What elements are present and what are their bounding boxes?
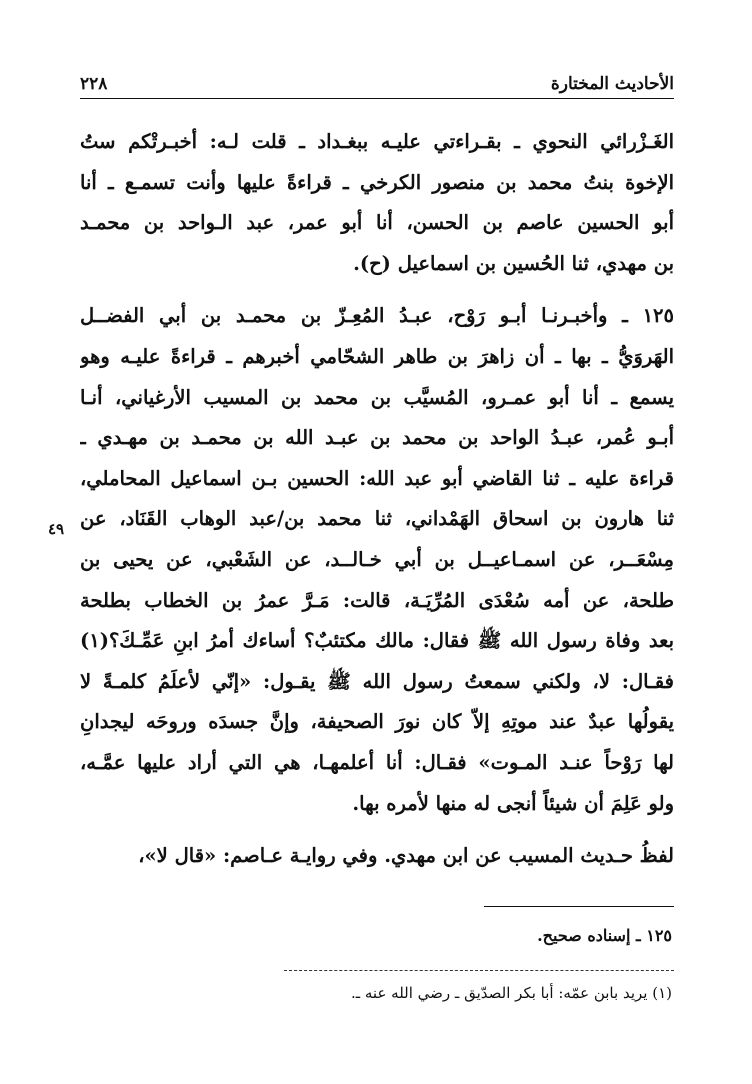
text-line: يسمع ـ أنا أبو عمـرو، المُسيَّب بن محمد بن المسيب الأرغياني، أنـا — [80, 385, 674, 409]
header-rule — [80, 98, 674, 99]
page-number: ٢٢٨ — [80, 74, 108, 94]
paragraph-wording-note — [80, 836, 674, 877]
text-line: ١٢٥ ـ وأخبـرنـا أبـو رَوْح، عبـدُ المُعِـزّ بن محمـد بن أبي الفضــل — [80, 304, 674, 328]
text-line: بن مهدي، ثنا الحُسين بن اسماعيل (ح). — [353, 251, 674, 275]
text-line: لفظُ حـديث المسيب عن ابن مهدي. وفي روايـة عـاصم: «قال لا»، — [138, 844, 674, 868]
text-line: مِسْعَــر، عن اسمـاعيــل بن أبي خـالــد، عن الشَعْبي، عن يحيى بن — [80, 547, 674, 571]
footnote-rule — [484, 906, 674, 907]
text-line: الإخوة بنتُ محمد بن منصور الكرخي ـ قراءةً عليها وأنت تسمـع ـ أنا — [80, 170, 674, 194]
running-header — [80, 66, 674, 94]
text-line: الهَروَيُّ ـ بها ـ أن زاهرَ بن طاهر الشحّامي أخبرهم ـ قراءةً عليـه وهو — [80, 344, 674, 368]
text-line: لها رَوْحاً عنـد المـوت» فقـال: أنا أعلمهـا، هي التي أراد عليها عمَّـه، — [80, 750, 674, 774]
text-line: ولو عَلِمَ أن شيئاً أنجى له منها لأمره بها. — [352, 791, 674, 815]
paragraph-isnad-1 — [80, 122, 674, 284]
running-title: الأحاديث المختارة — [550, 74, 674, 94]
paragraph-hadith-125 — [80, 296, 674, 824]
footnote-dashed-rule — [284, 970, 674, 971]
text-line: قراءة عليه ـ ثنا القاضي أبو عبد الله: الحسين بـن اسماعيل المحاملي، — [80, 466, 674, 490]
text-line: طلحة، عن أمه سُعْدَى المُرِّيَـة، قالت: مَـرَّ عمرُ بن الخطاب بطلحة — [80, 588, 674, 612]
text-line: فقـال: لا، ولكني سمعتُ رسول الله ﷺ يقـول: «إنّي لأعلَمُ كلمـةً لا — [80, 669, 674, 693]
footnote-takhrij: ١٢٥ ـ إسناده صحيح. — [537, 926, 672, 945]
text-line: الغَـزْرائي النحوي ـ بقـراءتي عليـه ببغـداد ـ قلت لـه: أخبـرتْكم ستُ — [80, 130, 674, 153]
text-line: أبو الحسين عاصم بن الحسن، أنا أبو عمر، عبد الـواحد بن محمـد — [80, 211, 674, 235]
text-line: ثنا هارون بن اسحاق الهَمْداني، ثنا محمد بن/عبد الوهاب القَنَاد، عن — [80, 507, 674, 531]
footnote-1: (١) يريد بابن عمّه: أبا بكر الصدّيق ـ رضي الله عنه ـ. — [350, 984, 672, 1002]
margin-folio-number: ٤٩ — [47, 520, 65, 538]
text-line: بعد وفاة رسول الله ﷺ فقال: مالك مكتئبٌ؟ أساءك أمرُ ابنِ عَمِّـكَ؟(١) — [80, 629, 674, 653]
text-line: يقولُها عبدٌ عند موتِهِ إلاّ كان نورَ الصحيفة، وإنَّ جسدَه وروحَه ليجدانِ — [80, 710, 674, 734]
main-text — [80, 122, 674, 877]
text-line: أبـو عُمر، عبـدُ الواحد بن محمد بن عبـد الله بن محمـد بن مهـدي ـ — [80, 426, 674, 450]
